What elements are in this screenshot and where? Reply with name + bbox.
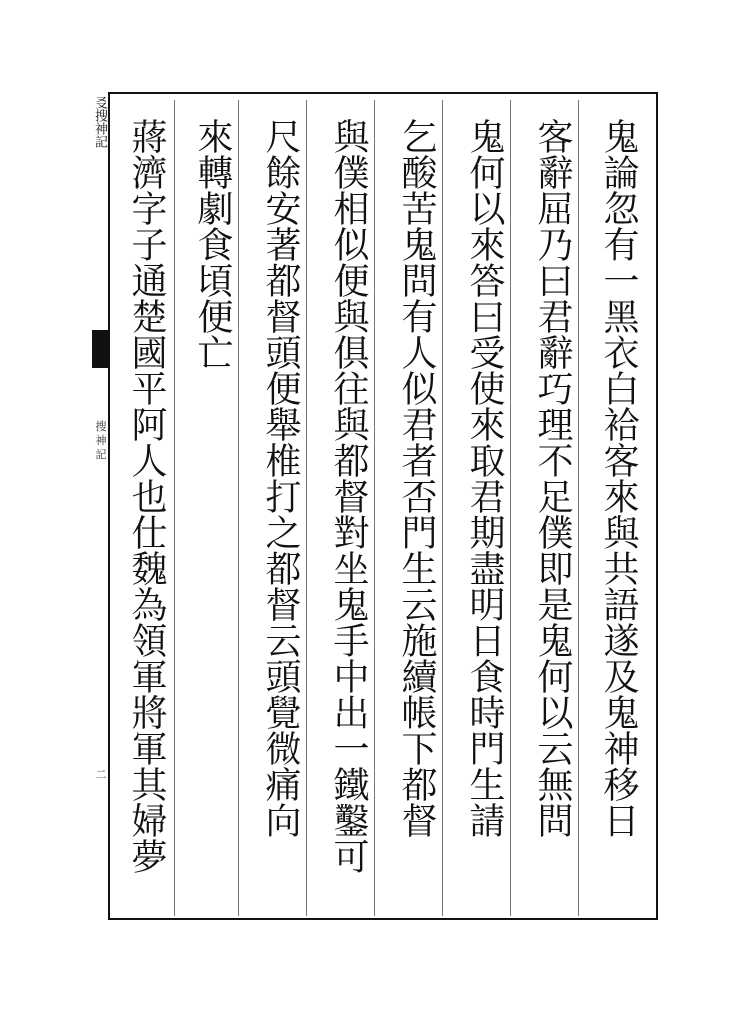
margin-top-text: 㕛搜神記 (92, 96, 107, 148)
text-column-5: 與僕相似便與俱往與都督對坐鬼手中出一鐵鑿可 (328, 118, 369, 874)
text-column-2: 客辭屈乃曰君辭巧理不足僕即是鬼何以云無問 (532, 118, 573, 838)
text-column-3: 鬼何以來答曰受使來取君期盡明日食時門生請 (464, 118, 505, 838)
margin-book-title: 搜神記 (95, 420, 107, 461)
column-divider (510, 100, 511, 916)
column-divider (238, 100, 239, 916)
text-column-4: 乞酸苦鬼問有人似君者否門生云施續帳下都督 (396, 118, 437, 838)
page-frame (92, 92, 658, 920)
fish-tail-mark (92, 330, 110, 368)
column-divider (174, 100, 175, 916)
column-divider (442, 100, 443, 916)
margin-page-number: 二 (95, 768, 107, 781)
column-divider (578, 100, 579, 916)
text-column-7: 來轉劇食頃便亡 (192, 118, 233, 370)
margin-strip (92, 92, 110, 920)
text-column-1: 鬼論忽有一黑衣白袷客來與共語遂及鬼神移日 (598, 118, 639, 838)
text-column-6: 尺餘安著都督頭便舉椎打之都督云頭覺微痛向 (260, 118, 301, 838)
column-divider (306, 100, 307, 916)
column-divider (374, 100, 375, 916)
text-column-8: 蔣濟字子通楚國平阿人也仕魏為領軍將軍其婦夢 (126, 118, 167, 874)
